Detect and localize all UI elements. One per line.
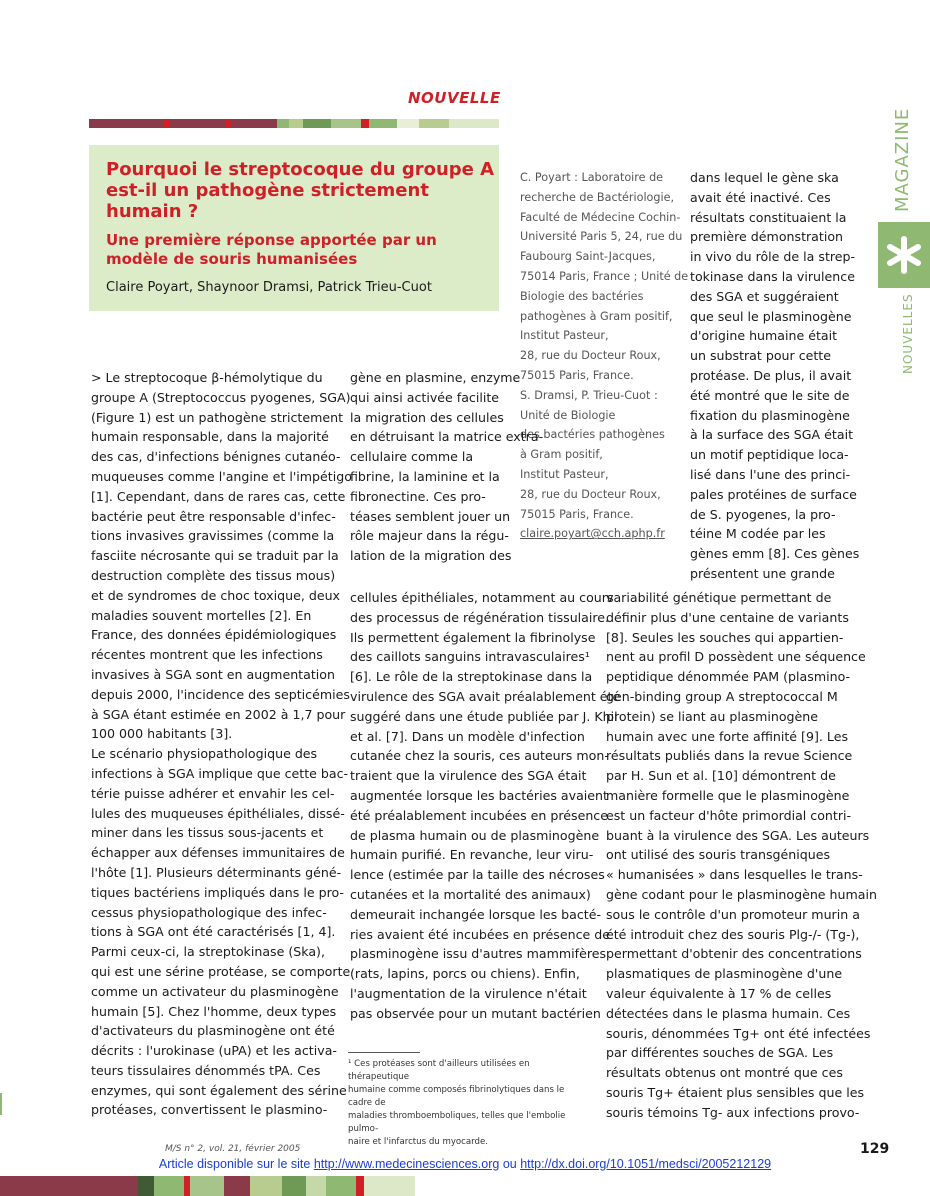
text-line: [8]. Seules les souches qui appartien- [606, 629, 844, 645]
text-line: résultats obtenus ont montré que ces [606, 1065, 843, 1081]
footnote-line: maladies thromboemboliques, telles que l'embolie pulmo- [348, 1111, 566, 1134]
text-line: avait été inactivé. Ces [690, 189, 831, 205]
text-line: et de syndromes de choc toxique, deux [91, 587, 341, 603]
article-authors: Claire Poyart, Shaynoor Dramsi, Patrick Trieu-Cuot [106, 280, 432, 295]
text-line: décrits : l'urokinase (uPA) et les activa- [91, 1043, 337, 1059]
text-line: détectées dans le plasma humain. Ces [606, 1005, 851, 1021]
text-line: lence (estimée par la taille des nécroses [350, 867, 605, 883]
journal-citation: M/S n° 2, vol. 21, février 2005 [165, 1144, 301, 1154]
text-line: variabilité génétique permettant de [606, 590, 832, 605]
text-line: fibronectine. Ces pro- [350, 488, 486, 504]
text-line: récentes montrent que les infections [91, 647, 323, 663]
text-line: cessus physiopathologique des infec- [91, 904, 327, 920]
sidebar-magazine-label [870, 108, 928, 218]
text-line: par différentes souches de SGA. Les [606, 1045, 834, 1061]
affiliation-line: Biologie des bactéries [520, 289, 644, 303]
availability-or: ou [502, 1157, 517, 1171]
text-line: été introduit chez des souris Plg-/- (Tg-), [606, 926, 860, 942]
text-line: nent au profil D possèdent une séquence [606, 649, 866, 665]
footnote-rule [348, 1052, 420, 1053]
text-line: des processus de régénération tissulaire. [350, 609, 610, 625]
text-line: térie puisse adhérer et envahir les cel- [91, 785, 335, 801]
affiliation-line: 75015 Paris, France. [520, 368, 634, 382]
text-line: qui ainsi activée facilite [350, 389, 500, 405]
text-line: Le scénario physiopathologique des [91, 746, 318, 762]
text-line: d'origine humaine était [690, 328, 838, 344]
text-line: la migration des cellules [350, 409, 504, 425]
text-line: 100 000 habitants [3]. [91, 726, 233, 742]
text-line: tions à SGA ont été caractérisés [1, 4]. [91, 924, 336, 940]
text-line: > Le streptocoque β-hémolytique du [91, 370, 323, 385]
bottom-color-bar [0, 1176, 415, 1196]
affiliation-line: recherche de Bactériologie, [520, 190, 675, 204]
text-line: [6]. Le rôle de la streptokinase dans la [350, 669, 593, 685]
affiliation-line: 75015 Paris, France. [520, 507, 634, 521]
text-line: Ils permettent également la fibrinolyse [350, 629, 596, 645]
text-line: cellulaire comme la [350, 449, 474, 465]
text-line: d'activateurs du plasminogène ont été [91, 1023, 335, 1039]
text-line: lisé dans l'une des princi- [690, 466, 851, 482]
page-number: 129 [860, 1141, 890, 1157]
text-line: valeur équivalente à 17 % de celles [606, 985, 832, 1001]
text-line: suggéré dans une étude publiée par J. Khil [350, 708, 618, 724]
text-line: (Figure 1) est un pathogène strictement [91, 409, 344, 425]
nouvelles-text: NOUVELLES [901, 293, 915, 374]
affiliation-line: C. Poyart : Laboratoire de [520, 171, 664, 184]
text-line: en détruisant la matrice extra- [350, 429, 544, 445]
margin-tick [0, 1093, 2, 1115]
text-line: groupe A (Streptococcus pyogenes, SGA) [91, 389, 351, 405]
text-line: maladies souvent mortelles [2]. En [91, 607, 312, 623]
text-line: dans lequel le gène ska [690, 170, 839, 185]
text-line: que seul le plasminogène [690, 308, 852, 324]
body-column-3-bottom [606, 588, 877, 1123]
text-line: été préalablement incubées en présence [350, 807, 608, 823]
text-line: plasmatiques de plasminogène d'une [606, 966, 843, 982]
text-line: téine M codée par les [690, 526, 826, 542]
text-line: l'augmentation de la virulence n'était [350, 985, 587, 1001]
text-line: résultats constituaient la [690, 209, 847, 225]
text-line: virulence des SGA avait préalablement été [350, 688, 621, 704]
text-line: pales protéines de surface [690, 486, 857, 502]
text-line: fixation du plasminogène [690, 407, 850, 423]
availability-prefix: Article disponible sur le site [158, 1157, 311, 1171]
text-line: à SGA étant estimée en 2002 à 1,7 pour [91, 706, 346, 722]
footnote-line: humaine comme composés fibrinolytiques dans le cadre de [348, 1085, 565, 1108]
text-line: tiques bactériens impliqués dans le pro- [91, 884, 344, 900]
text-line: depuis 2000, l'incidence des septicémies [91, 686, 350, 702]
footnote-line: ¹ Ces protéases sont d'ailleurs utilisées en thérapeutique [348, 1059, 530, 1082]
text-line: échapper aux défenses immunitaires de [91, 845, 345, 861]
text-line: première démonstration [690, 229, 844, 245]
text-line: miner dans les tissus sous-jacents et [91, 825, 324, 841]
site-link[interactable]: http://www.medecinesciences.org [313, 1157, 500, 1171]
text-line: France, des données épidémiologiques [91, 627, 337, 643]
text-line: traient que la virulence des SGA était [350, 768, 587, 784]
text-line: comme un activateur du plasminogène [91, 983, 339, 999]
text-line: souris témoins Tg- aux infections provo- [606, 1104, 860, 1120]
text-line: destruction complète des tissus mous) [91, 567, 336, 583]
affiliation-line: Faculté de Médecine Cochin- [520, 210, 681, 224]
author-email[interactable]: claire.poyart@cch.aphp.fr [520, 527, 665, 541]
magazine-text: MAGAZINE [892, 107, 913, 212]
text-line: bactérie peut être responsable d'infec- [91, 508, 336, 524]
text-line: définir plus d'une centaine de variants [606, 609, 849, 625]
affiliation-line: Université Paris 5, 24, rue du [520, 230, 683, 244]
top-color-bar [89, 119, 499, 128]
text-line: par H. Sun et al. [10] démontrent de [606, 768, 836, 784]
text-line: pas observée pour un mutant bactérien [350, 1005, 601, 1021]
text-line: présentent une grande [690, 565, 835, 581]
body-column-1 [91, 368, 352, 1120]
text-line: enzymes, qui sont également des sérine [91, 1082, 347, 1098]
text-line: humain responsable, dans la majorité [91, 429, 329, 445]
text-line: buant à la virulence des SGA. Les auteurs [606, 827, 870, 843]
text-line: Parmi ceux-ci, la streptokinase (Ska), [91, 944, 325, 960]
text-line: demeurait inchangée lorsque les bacté- [350, 906, 602, 922]
affiliation-line: 28, rue du Docteur Roux, [520, 349, 661, 363]
text-line: fasciite nécrosante qui se traduit par la [91, 548, 339, 564]
text-line: est un facteur d'hôte primordial contri- [606, 807, 852, 823]
text-line: qui est une sérine protéase, se comporte [91, 963, 351, 979]
text-line: des SGA et suggéraient [690, 288, 839, 304]
text-line: peptidique dénommée PAM (plasmino- [606, 669, 851, 685]
footnote-line: naire et l'infarctus du myocarde. [348, 1137, 489, 1147]
affiliation-line: Institut Pasteur, [520, 467, 609, 481]
text-line: ont utilisé des souris transgéniques [606, 847, 831, 863]
text-line: des caillots sanguins intravasculaires¹ [350, 649, 590, 665]
affiliation-line: Faubourg Saint-Jacques, [520, 250, 656, 264]
sidebar-nouvelles-label [870, 293, 928, 378]
text-line: invasives à SGA sont en augmentation [91, 666, 335, 682]
text-line: souris Tg+ étaient plus sensibles que les [606, 1084, 865, 1100]
affiliation-line: des bactéries pathogènes [520, 428, 665, 442]
body-column-2-bottom [350, 588, 621, 1024]
affiliation-line: à Gram positif, [520, 448, 603, 462]
title-box [89, 145, 499, 311]
section-title: NOUVELLE [408, 89, 501, 107]
text-line: protéase. De plus, il avait [690, 367, 852, 383]
text-line: l'hôte [1]. Plusieurs déterminants géné- [91, 864, 342, 880]
footnote [348, 1058, 586, 1149]
sidebar-asterisk-box [878, 222, 930, 288]
text-line: muqueuses comme l'angine et l'impétigo [91, 468, 352, 484]
text-line: infections à SGA implique que cette bac- [91, 765, 349, 781]
text-line: augmentée lorsque les bactéries avaient [350, 787, 608, 803]
affiliation-line: 28, rue du Docteur Roux, [520, 487, 661, 501]
text-line: et al. [7]. Dans un modèle d'infection [350, 728, 585, 744]
affiliation-line: S. Dramsi, P. Trieu-Cuot : [520, 388, 658, 402]
text-line: protéases, convertissent le plasmino- [91, 1102, 328, 1118]
text-line: un substrat pour cette [690, 348, 831, 364]
availability-line [0, 1157, 930, 1171]
text-line: gen-binding group A streptococcal M [606, 688, 838, 704]
text-line: téases semblent jouer un [350, 508, 511, 524]
text-line: un motif peptidique loca- [690, 447, 849, 463]
text-line: des cas, d'infections bénignes cutanéo- [91, 449, 341, 465]
text-line: gènes emm [8]. Ces gènes [690, 546, 860, 562]
text-line: humain avec une forte affinité [9]. Les [606, 728, 849, 744]
text-line: ries avaient été incubées en présence de [350, 926, 611, 942]
text-line: été montré que le site de [690, 387, 850, 403]
affiliations [520, 168, 689, 544]
text-line: [1]. Cependant, dans de rares cas, cette [91, 488, 346, 504]
text-line: humain purifié. En revanche, leur viru- [350, 847, 594, 863]
text-line: tions invasives gravissimes (comme la [91, 528, 335, 544]
body-column-3-top [690, 168, 860, 584]
text-line: de plasma humain ou de plasminogène [350, 827, 600, 843]
body-column-2-top [350, 368, 544, 566]
text-line: permettant d'obtenir des concentrations [606, 946, 862, 962]
text-line: de S. pyogenes, la pro- [690, 506, 836, 522]
asterisk-icon [878, 222, 930, 288]
text-line: protein) se liant au plasminogène [606, 708, 819, 724]
text-line: résultats publiés dans la revue Science [606, 748, 853, 764]
text-line: fibrine, la laminine et la [350, 468, 500, 484]
affiliation-line: Institut Pasteur, [520, 329, 609, 343]
text-line: in vivo du rôle de la strep- [690, 249, 856, 265]
text-line: plasminogène issu d'autres mammifères [350, 946, 607, 962]
affiliation-line: pathogènes à Gram positif, [520, 309, 673, 323]
text-line: souris, dénommées Tg+ ont été infectées [606, 1025, 871, 1041]
text-line: cutanée chez la souris, ces auteurs mon- [350, 748, 609, 764]
text-line: gène en plasmine, enzyme [350, 370, 521, 385]
text-line: cellules épithéliales, notamment au cours [350, 590, 614, 605]
text-line: rôle majeur dans la régu- [350, 528, 509, 544]
doi-link[interactable]: http://dx.doi.org/10.1051/medsci/2005212129 [520, 1157, 772, 1171]
text-line: tokinase dans la virulence [690, 268, 855, 284]
text-line: à la surface des SGA était [690, 427, 854, 443]
text-line: (rats, lapins, porcs ou chiens). Enfin, [350, 966, 580, 982]
text-line: humain [5]. Chez l'homme, deux types [91, 1003, 337, 1019]
text-line: sous le contrôle d'un promoteur murin a [606, 906, 860, 922]
text-line: « humanisées » dans lesquelles le trans- [606, 867, 863, 883]
article-subtitle: Une première réponse apportée par un modèle de souris humanisées [106, 231, 437, 268]
text-line: lation de la migration des [350, 548, 512, 564]
text-line: cutanées et la mortalité des animaux) [350, 886, 591, 902]
text-line: gène codant pour le plasminogène humain [606, 886, 877, 902]
article-title: Pourquoi le streptocoque du groupe A est-il un pathogène strictement humain ? [106, 159, 495, 222]
text-line: manière formelle que le plasminogène [606, 787, 850, 803]
affiliation-line: 75014 Paris, France ; Unité de [520, 269, 689, 283]
affiliation-line: Unité de Biologie [520, 408, 616, 422]
text-line: lules des muqueuses épithéliales, dissé- [91, 805, 345, 821]
text-line: teurs tissulaires dénommés tPA. Ces [91, 1062, 321, 1078]
